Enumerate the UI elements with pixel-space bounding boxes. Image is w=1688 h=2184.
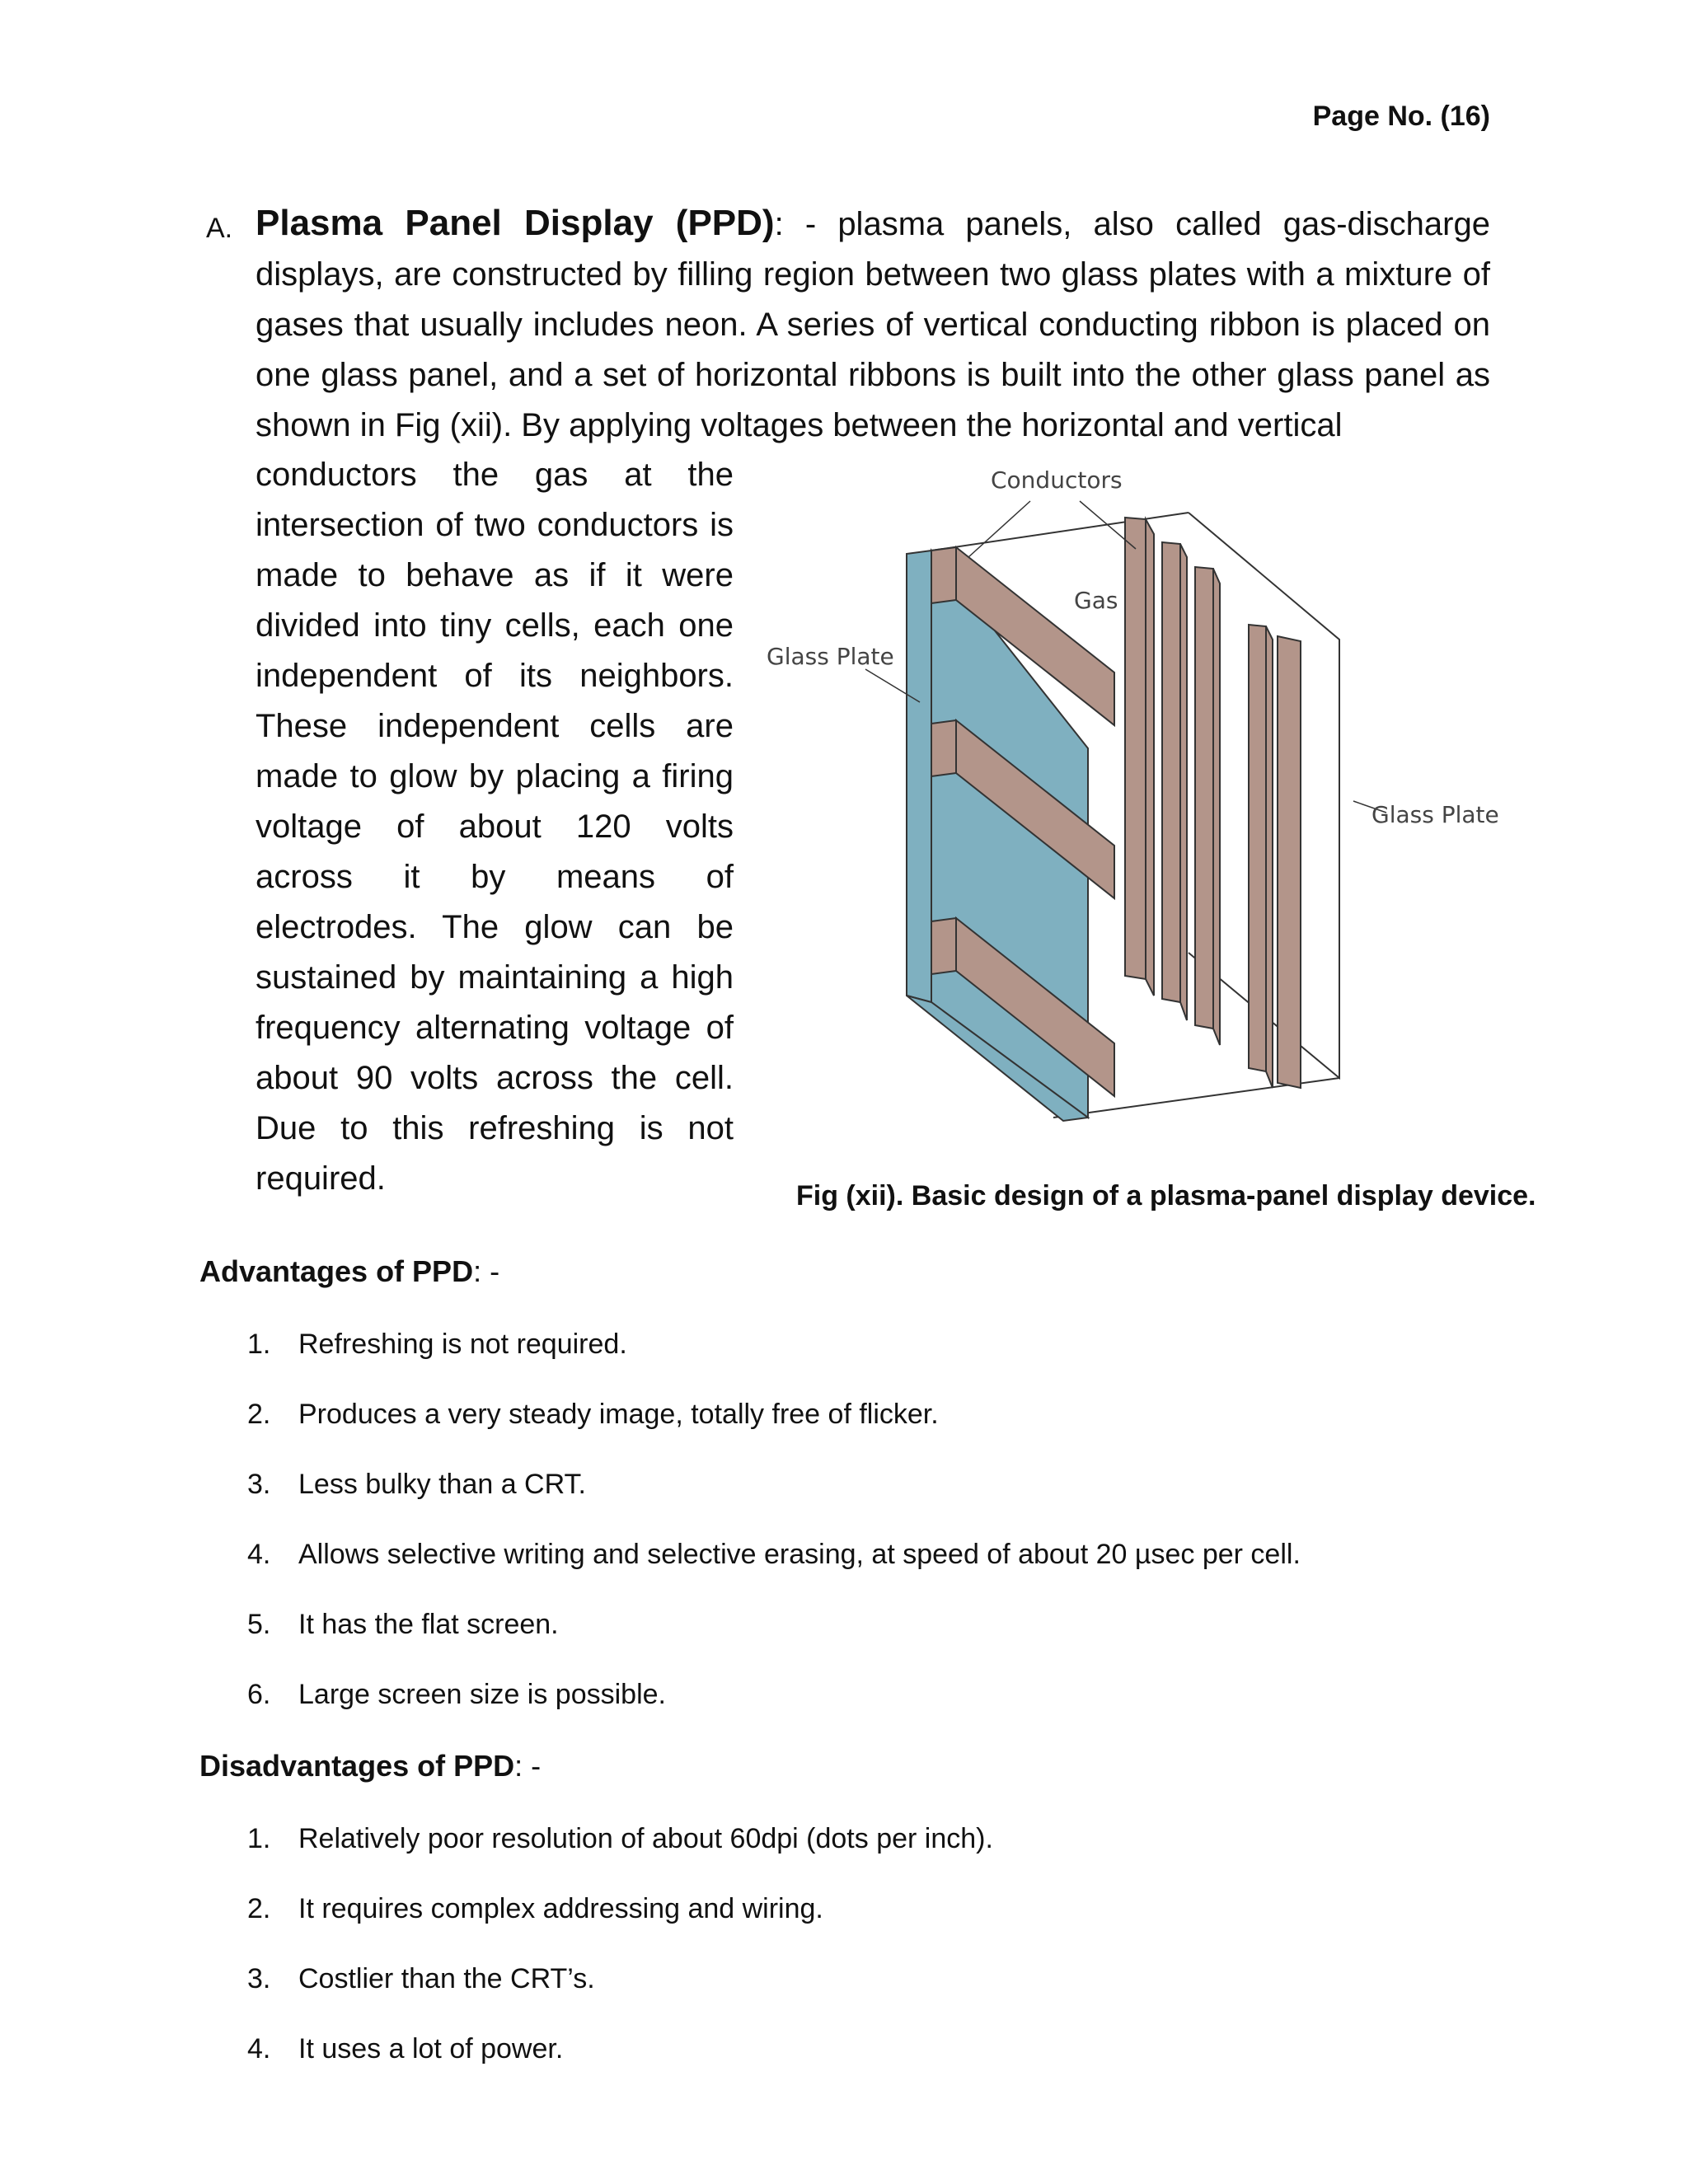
intro-paragraph xyxy=(256,198,1490,451)
list-number: 1. xyxy=(247,1329,271,1360)
list-text: It uses a lot of power. xyxy=(298,2033,564,2064)
list-number: 3. xyxy=(247,1469,271,1500)
list-item xyxy=(247,1469,1301,1539)
label-glass-plate-right: Glass Plate xyxy=(1372,801,1499,828)
label-gas: Gas xyxy=(1074,587,1118,614)
left-glass-front xyxy=(907,551,931,1002)
h-conductor-2-side xyxy=(931,720,956,776)
list-item xyxy=(247,1399,1301,1469)
list-number: 4. xyxy=(247,2033,271,2064)
disadvantages-list xyxy=(247,1823,993,2103)
wrap-paragraph: conductors the gas at the intersection of two conductors is made to behave as if it were divided into tiny cells, each one independent of its neighbors. These independent cells are made to glow by placing a firing voltage of about 120 volts across it by means of electrodes. The glow can be sustained by maintaining a high frequency alternating voltage of about 90 volts across the cell. Due to this refreshing is not required. xyxy=(256,457,734,1197)
list-item xyxy=(247,1539,1301,1609)
v-conductor-4 xyxy=(1180,544,1187,1020)
list-item xyxy=(247,1329,1301,1399)
list-number: 5. xyxy=(247,1609,271,1640)
section-title: Plasma Panel Display (PPD) xyxy=(256,203,775,243)
list-text: Refreshing is not required. xyxy=(298,1329,627,1360)
list-item xyxy=(247,1823,993,1893)
page-number: Page No. (16) xyxy=(1312,101,1490,132)
list-item xyxy=(247,2033,993,2103)
conductors-leader-left xyxy=(968,501,1030,557)
list-item xyxy=(247,1963,993,2033)
list-item xyxy=(247,1679,1301,1749)
v-conductor-9 xyxy=(1278,636,1301,1088)
v-conductor-1 xyxy=(1125,518,1146,979)
list-text: Produces a very steady image, totally free of flicker. xyxy=(298,1399,939,1430)
section-letter: A. xyxy=(206,213,233,244)
list-text: Allows selective writing and selective erasing, at speed of about 20 µsec per cell. xyxy=(298,1539,1301,1570)
vertical-conductors xyxy=(1125,518,1301,1088)
plasma-panel-diagram xyxy=(758,452,1517,1144)
list-text: Large screen size is possible. xyxy=(298,1679,667,1710)
figure-caption: Fig (xii). Basic design of a plasma-panel display device. xyxy=(796,1180,1536,1212)
v-conductor-6 xyxy=(1213,569,1220,1045)
list-number: 3. xyxy=(247,1963,271,1994)
list-item xyxy=(247,1893,993,1963)
disadvantages-title: Disadvantages of PPD xyxy=(199,1749,515,1783)
list-text: Less bulky than a CRT. xyxy=(298,1469,586,1500)
v-conductor-7 xyxy=(1249,625,1266,1071)
label-glass-plate-left: Glass Plate xyxy=(767,643,894,670)
h-conductor-1-side xyxy=(931,547,956,603)
label-conductors: Conductors xyxy=(991,466,1123,494)
advantages-title: Advantages of PPD xyxy=(199,1254,474,1288)
list-number: 2. xyxy=(247,1399,271,1430)
list-text: It has the flat screen. xyxy=(298,1609,559,1640)
v-conductor-5 xyxy=(1195,567,1213,1029)
plasma-panel-figure xyxy=(758,452,1517,1144)
h-conductor-3-side xyxy=(931,918,956,974)
list-number: 4. xyxy=(247,1539,271,1570)
v-conductor-8 xyxy=(1266,626,1273,1088)
list-number: 6. xyxy=(247,1679,271,1710)
v-conductor-2 xyxy=(1146,519,1154,996)
list-text: It requires complex addressing and wiring. xyxy=(298,1893,823,1924)
disadvantages-suffix: : - xyxy=(514,1749,542,1783)
advantages-list xyxy=(247,1329,1301,1749)
advantages-heading xyxy=(199,1254,499,1289)
v-conductor-3 xyxy=(1162,542,1180,1002)
advantages-suffix: : - xyxy=(473,1254,500,1288)
disadvantages-heading xyxy=(199,1749,541,1783)
list-text: Costlier than the CRT’s. xyxy=(298,1963,595,1994)
list-text: Relatively poor resolution of about 60dpi (dots per inch). xyxy=(298,1823,993,1854)
list-item xyxy=(247,1609,1301,1679)
list-number: 1. xyxy=(247,1823,271,1854)
list-number: 2. xyxy=(247,1893,271,1924)
intro-text: : - plasma panels, also called gas-discharge displays, are constructed by filling region between two glass plates with a mixture of gases that usually includes neon. A series of vertical conducting ribbon is placed on one glass panel, and a set of horizontal ribbons is built into the other glass panel as shown in Fig (xii). By applying voltages between the horizontal and vertical xyxy=(256,206,1490,443)
